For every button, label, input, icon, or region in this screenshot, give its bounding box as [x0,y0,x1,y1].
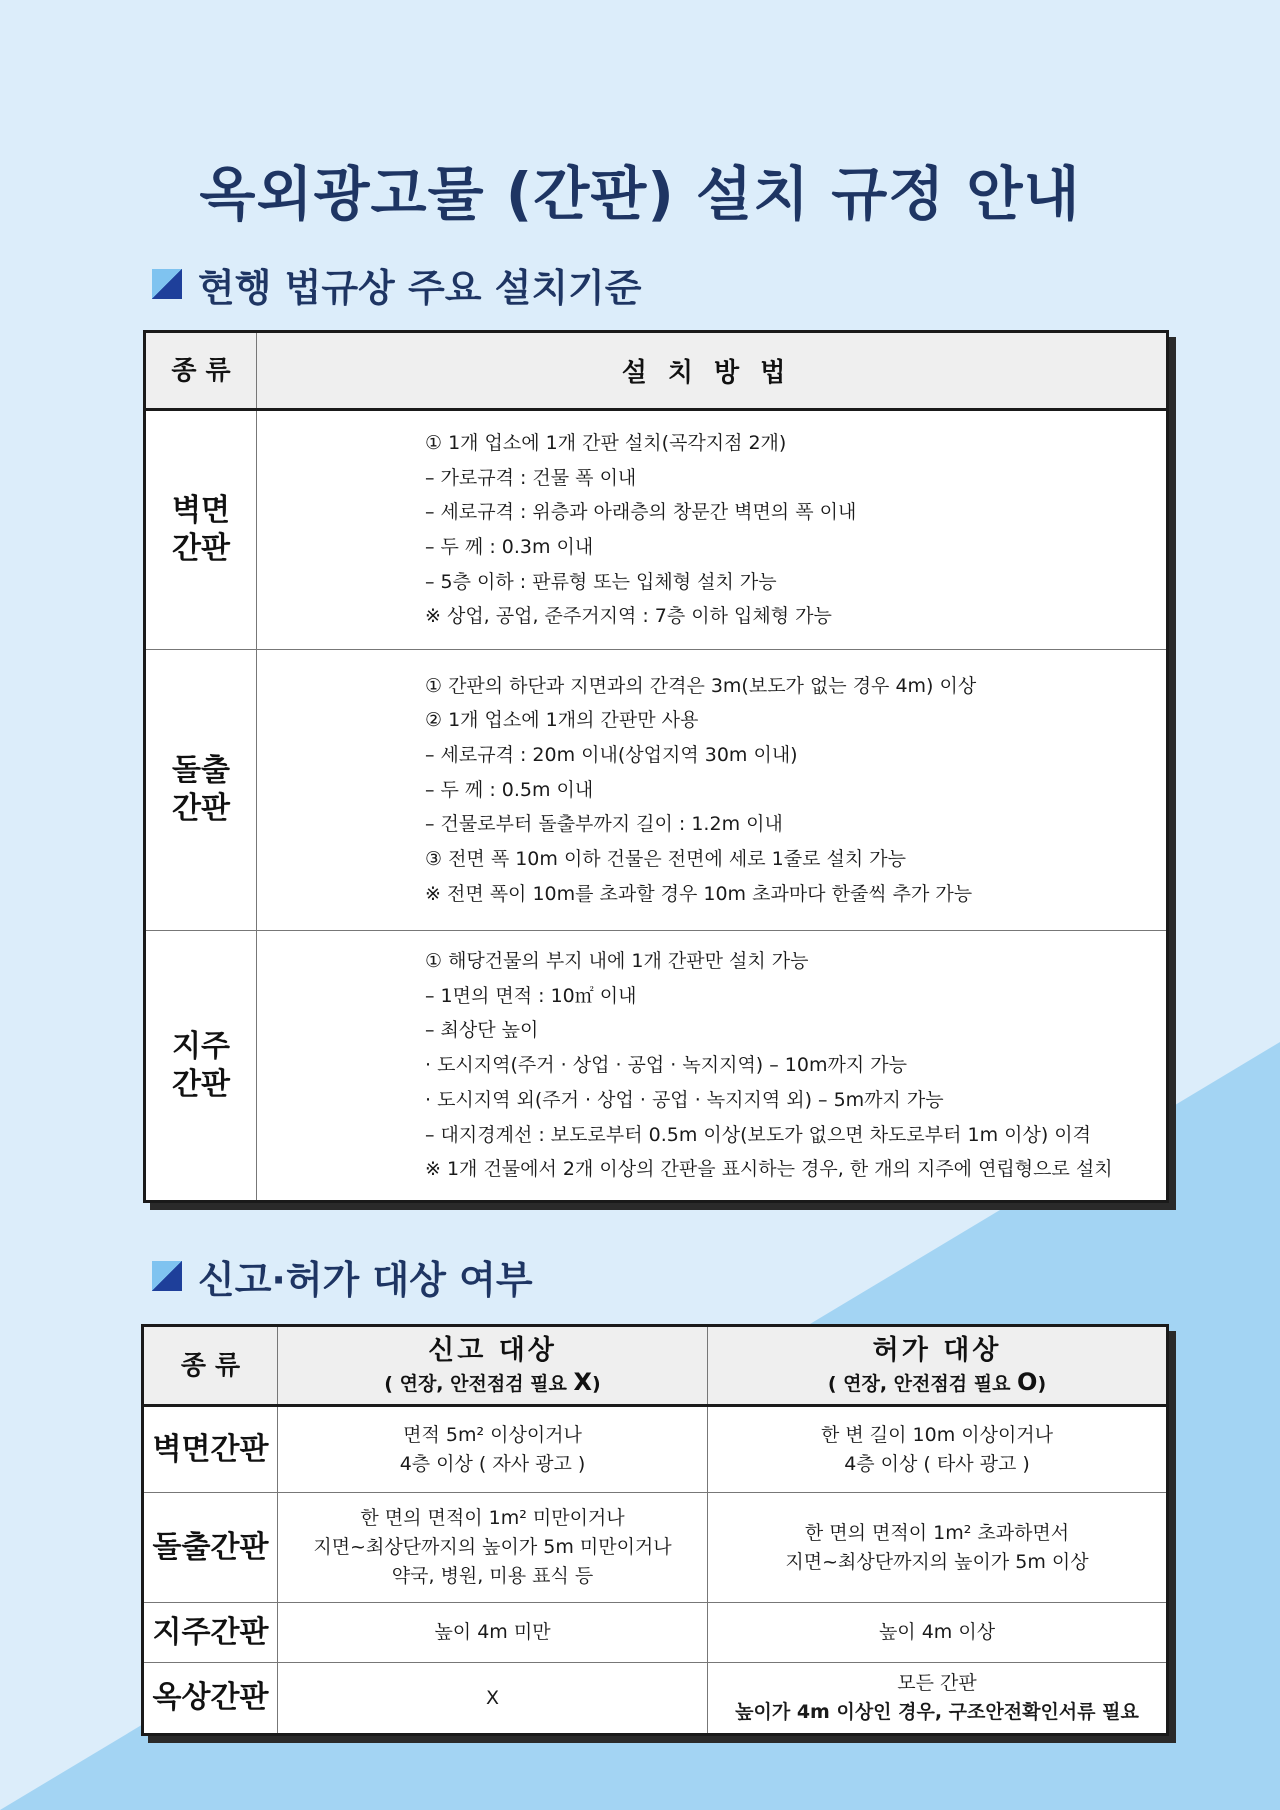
method-line: – 가로규격 : 건물 폭 이내 [425,466,637,489]
header-method: 설 치 방 법 [621,358,792,388]
square-bullet-icon [152,269,182,299]
section-heading-installation-standards [152,259,641,309]
permit-line: 한 변 길이 10m 이상이거나 [820,1423,1054,1446]
row-type-label: 벽면 간판 [146,411,257,649]
method-line: ① 1개 업소에 1개 간판 설치(곡각지점 2개) [425,431,787,454]
row-type-label: 지주 간판 [146,931,257,1200]
report-cell [278,1603,708,1662]
row-method [257,931,1166,1200]
row-method [257,650,1166,930]
permit-cell [708,1493,1166,1602]
header-type: 종 류 [144,1327,278,1404]
permit-line: 높이 4m 이상 [878,1621,996,1643]
installation-standards-table [143,330,1169,1203]
permit-line: 4층 이상 ( 타사 광고 ) [844,1452,1030,1475]
section-heading-label: 현행 법규상 주요 설치기준 [198,265,642,310]
report-line: 약국, 병원, 미용 표식 등 [391,1565,594,1587]
section-heading-report-permit [152,1251,533,1301]
row-type-label: 벽면간판 [144,1407,278,1492]
method-line: – 1면의 면적 : 10㎡ 이내 [425,984,637,1007]
table-row-rooftop-sign [144,1663,1166,1733]
permit-mark: O [1017,1367,1038,1396]
method-line: ② 1개 업소에 1개의 간판만 사용 [425,709,699,732]
report-permit-table [141,1324,1169,1736]
method-line: ③ 전면 폭 10m 이하 건물은 전면에 세로 1줄로 설치 가능 [425,848,906,871]
header-permit [708,1327,1166,1404]
permit-cell [708,1663,1166,1733]
method-line: – 세로규격 : 20m 이내(상업지역 30m 이내) [425,743,798,766]
permit-subtitle-suffix: ) [1037,1372,1047,1395]
method-line: ※ 전면 폭이 10m를 초과할 경우 10m 초과마다 한줄씩 추가 가능 [425,882,973,905]
header-type: 종 류 [146,333,257,408]
report-line: X [485,1686,500,1709]
method-line: ① 간판의 하단과 지면과의 간격은 3m(보도가 없는 경우 4m) 이상 [425,674,977,697]
page-title: 옥외광고물 (간판) 설치 규정 안내 [199,160,1081,228]
row-type-label: 옥상간판 [144,1663,278,1733]
report-line: 지면~최상단까지의 높이가 5m 미만이거나 [313,1536,672,1558]
method-line: · 도시지역 외(주거 · 상업 · 공업 · 녹지지역 외) – 5m까지 가능 [425,1088,944,1111]
row-type-label: 돌출 간판 [146,650,257,930]
section-heading-label: 신고·허가 대상 여부 [198,1257,533,1302]
method-line: – 대지경계선 : 보도로부터 0.5m 이상(보도가 없으면 차도로부터 1m 이상) 이격 [425,1123,1092,1146]
permit-cell [708,1407,1166,1492]
permit-bold-note: 높이가 4m 이상인 경우, 구조안전확인서류 필요 [735,1701,1139,1723]
method-line: – 건물로부터 돌출부까지 길이 : 1.2m 이내 [425,813,783,836]
method-line: – 5층 이하 : 판류형 또는 입체형 설치 가능 [425,570,777,593]
header-report [278,1327,708,1404]
method-line: ※ 1개 건물에서 2개 이상의 간판을 표시하는 경우, 한 개의 지주에 연립형으로 설치 [425,1158,1113,1181]
method-line: – 두 께 : 0.5m 이내 [425,778,594,801]
row-method [257,411,1166,649]
report-cell [278,1493,708,1602]
report-line: 높이 4m 미만 [434,1621,551,1643]
method-line: – 최상단 높이 [425,1019,539,1042]
report-subtitle-suffix: ) [592,1372,601,1395]
report-subtitle-prefix: ( 연장, 안전점검 필요 [384,1372,574,1395]
permit-line: 한 면의 면적이 1m² 초과하면서 [804,1521,1070,1544]
report-title: 신고 대상 [428,1334,557,1366]
table-row-wall-sign [144,1407,1166,1493]
permit-title: 허가 대상 [872,1334,1002,1366]
table-row-pole-sign [144,1603,1166,1663]
permit-line: 모든 간판 [897,1672,977,1694]
method-line: ① 해당건물의 부지 내에 1개 간판만 설치 가능 [425,950,809,973]
table-header-row [144,1327,1166,1407]
method-line: – 두 께 : 0.3m 이내 [425,536,594,558]
row-type-label: 지주간판 [144,1603,278,1662]
table-row-projecting-sign [144,1493,1166,1603]
method-line: ※ 상업, 공업, 준주거지역 : 7층 이하 입체형 가능 [425,605,832,628]
row-type-label: 돌출간판 [144,1493,278,1602]
permit-cell [708,1603,1166,1662]
method-line: · 도시지역(주거 · 상업 · 공업 · 녹지지역) – 10m까지 가능 [425,1054,907,1077]
report-line: 한 면의 면적이 1m² 미만이거나 [360,1507,625,1529]
report-line: 4층 이상 ( 자사 광고 ) [399,1452,586,1475]
report-subtitle [384,1368,600,1398]
table-row-projecting-sign [146,650,1166,931]
table-header-row [146,333,1166,411]
report-line: 면적 5m² 이상이거나 [403,1423,582,1446]
permit-subtitle-prefix: ( 연장, 안전점검 필요 [827,1372,1018,1395]
square-bullet-icon [152,1261,182,1291]
table-row-pole-sign [146,931,1166,1200]
report-cell [278,1663,708,1733]
permit-subtitle [828,1368,1046,1398]
report-mark: X [573,1367,593,1396]
method-line: – 세로규격 : 위층과 아래층의 창문간 벽면의 폭 이내 [425,501,857,524]
permit-line: 지면~최상단까지의 높이가 5m 이상 [785,1550,1089,1573]
report-cell [278,1407,708,1492]
table-row-wall-sign [146,411,1166,650]
